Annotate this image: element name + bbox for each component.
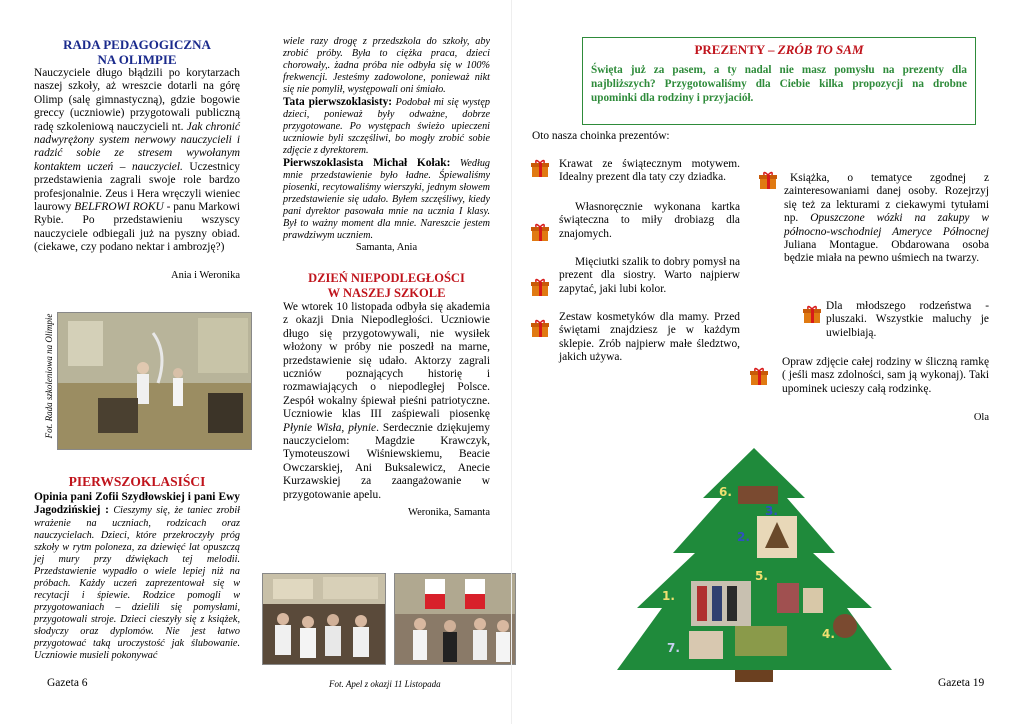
gift-item-scarf: Mięciutki szalik to dobry pomysł na prezent dla siostry. Warto najpierw zapytać, jaki lubi kolor. xyxy=(559,256,740,295)
pierwszoklasisci-article: Opinia pani Zofii Szydłowskiej i pani Ewy Jagodzińskiej : Cieszymy się, że taniec zrobił wrażenie na uczniach, rodzicach oraz nauczycielach. Dzieci, które przekroczyły próg szkoły w rytm poloneza, za dziewięć lat opuszczą jej mury przy dźwiękach tej melodii. Przedstawienie wypadło o wiele lepiej niż na próbach. Każdy uczeń zaprezentował się w recytacji i śpiewie. Rodzice pomogli w przygotowaniach – dzielili się pomysłami, przygotowali stroje. Dzieci cieszyły się z książek, słodyczy oraz dyplomów. Nie jest łatwo przygotować taką uroczystość jak ślubowanie. Uczniowie musieli pokonywać xyxy=(34,491,240,661)
right-signature: Ola xyxy=(973,412,989,423)
gift-item-cosmetics: Zestaw kosmetyków dla mamy. Przed świętami znajdziesz je w każdym sklepie. Zrób najpierw małe śledztwo, jakich używa. xyxy=(559,311,740,364)
photo-caption-apel: Fot. Apel z okazji 11 Listopada xyxy=(329,679,441,689)
rada-title: RADA PEDAGOGICZNA NA OLIMPIE xyxy=(63,37,211,67)
photo-apel-1 xyxy=(262,573,386,665)
tree-number-6: 6. xyxy=(719,485,732,499)
dzien-title: DZIEŃ NIEPODLEGŁOŚCI W NASZEJ SZKOLE xyxy=(308,271,465,300)
gift-icon xyxy=(749,366,769,386)
tree-number-5: 5. xyxy=(755,569,768,583)
gift-icon xyxy=(802,304,822,324)
footer-right: Gazeta 19 xyxy=(938,677,985,689)
intro-line: Oto nasza choinka prezentów: xyxy=(532,130,670,142)
tree-number-4: 4. xyxy=(822,627,835,641)
rada-signature: Ania i Weronika xyxy=(171,269,240,281)
column-right xyxy=(283,36,490,519)
gift-icon xyxy=(758,170,778,190)
gift-item-plush: Dla młodszego rodzeństwa - pluszaki. Wszystkie maluchy je uwielbiają. xyxy=(826,300,989,339)
gift-icon xyxy=(530,277,550,297)
tree-number-1: 1. xyxy=(662,589,675,603)
dzien-signature: Weronika, Samanta xyxy=(408,507,490,519)
right-page xyxy=(512,0,1024,724)
prezenty-intro-text: Święta już za pasem, a ty nadal nie masz pomysłu na prezenty dla najbliższych? Przygotowaliśmy dla Ciebie kilka propozycji na drobne upominki dla rodziny i przyjaciół. xyxy=(591,64,967,104)
column-left-bottom xyxy=(34,474,240,662)
gift-icon xyxy=(530,158,550,178)
christmas-tree-illustration xyxy=(617,448,892,682)
michal-opinion: Pierwszoklasista Michał Kołak: Według mnie przedstawienie było ładne. Śpiewaliśmy piosenki, recytowaliśmy wierszyki, jednym słowem przedstawienie się udało. Byłem szczęśliwy, kiedy pani dyrektor pasowała mnie na ucznia I klasy. Był to ważny moment dla mnie. Nareszcie jestem prawdziwym uczniem. xyxy=(283,157,491,241)
gift-item-card: Własnoręcznie wykonana kartka świąteczna to miły drobiazg dla znajomych. xyxy=(559,201,740,240)
gift-item-book: Książka, o tematyce zgodnej z zainteresowaniami danej osoby. Rozejrzyj się też za lekturami z ciekawymi tytułami np. Opuszczone wózki na zakupy w północno-wschodniej Ameryce Północnej Juliana Montague. Obdarowana osoba będzie miała na pewno uśmiech na twarzy. xyxy=(784,172,989,265)
rada-article: Nauczyciele długo błądzili po korytarzach naszej szkoły, aż wreszcie dotarli na górę Olimp (salę gimnastyczną), gdzie bogowie greccy (uczniowie) przygotowali publiczną radę szkoleniową nauczycieli nt. Jak chronić nadwyrężony system nerwowy nauczycieli i radzić sobie ze stresem wywołanym kontaktem uczeń – nauczyciel. Uczestnicy przedstawienia zagrali swoje role bardzo profesjonalnie. Zeus i Hera wręczyli wieniec laurowy BELFROWI ROKU - panu Markowi Rybie. Po przedstawieniu wszyscy nauczyciele odbiegali już na pyszny obiad. (ciekawe, czy podano nektar i ambrozję?) xyxy=(34,67,240,254)
pierwsz-signature: Samanta, Ania xyxy=(355,242,418,253)
photo-apel-2 xyxy=(394,573,516,665)
gift-icon xyxy=(530,318,550,338)
pierwszoklasisci-title: PIERWSZOKLASIŚCI xyxy=(68,474,206,489)
photo-rada-olimp xyxy=(57,312,252,450)
footer-left: Gazeta 6 xyxy=(47,677,88,689)
tree-number-2: 2. xyxy=(737,530,750,544)
gift-item-frame: Opraw zdjęcie całej rodziny w śliczną ramkę ( jeśli masz zdolności, sam ją wykonaj). Taki upominek ucieszy całą rodzinkę. xyxy=(782,356,989,395)
gift-icon xyxy=(530,222,550,242)
prezenty-title: PREZENTY – ZRÓB TO SAM xyxy=(694,42,864,57)
tree-number-7: 7. xyxy=(667,641,680,655)
column-left xyxy=(34,37,240,282)
dzien-article: We wtorek 10 listopada odbyła się akademia z okazji Dnia Niepodległości. Uczniowie długo się przygotowywali, nie wysiłek włożony w próby nie poszedł na marne, przedstawienie się udało. Aktorzy zagrali uczniów poznających historię i rozmawiających o niepodległej Polsce. Zespół wokalny śpiewał pieśni patriotyczne. Uczniowie klas III zaśpiewali piosenkę Płynie Wisła, płynie. Serdecznie dziękujemy nauczycielom: Magdzie Krawczyk, Tymoteuszowi Wiśniewskiemu, Beacie Owczarskiej, Ani Buksalewicz, Anecie Kurzawskiej za zaangażowanie w przygotowanie apelu. xyxy=(283,301,490,501)
tata-opinion: Tata pierwszoklasisty: Podobał mi się występ dzieci, ponieważ były odważne, dobrze przygotowane. Po występach świeżo upieczeni uczniowie byli szczęśliwi, bo mogły zrobić sobie zdjęcie z dyrektorem. xyxy=(283,96,490,156)
photo-caption-rada: Fot. Rada szkoleniowa na Olimpie xyxy=(44,313,54,439)
tree-number-3: 3. xyxy=(765,504,778,518)
prezenty-box xyxy=(582,37,976,125)
gift-item-tie: Krawat ze świątecznym motywem. Idealny prezent dla taty czy dziadka. xyxy=(559,158,740,184)
pierwsz-continued: wiele razy drogę z przedszkola do szkoły, aby zrobić próby. Była to ciężka praca, dzieci chorowały,. żadna próba nie odbyła się w 100% frekwencji. Jesteśmy zadowolone, ponieważ nikt się nie pomylił, występowali oni śmiało. xyxy=(283,36,490,95)
